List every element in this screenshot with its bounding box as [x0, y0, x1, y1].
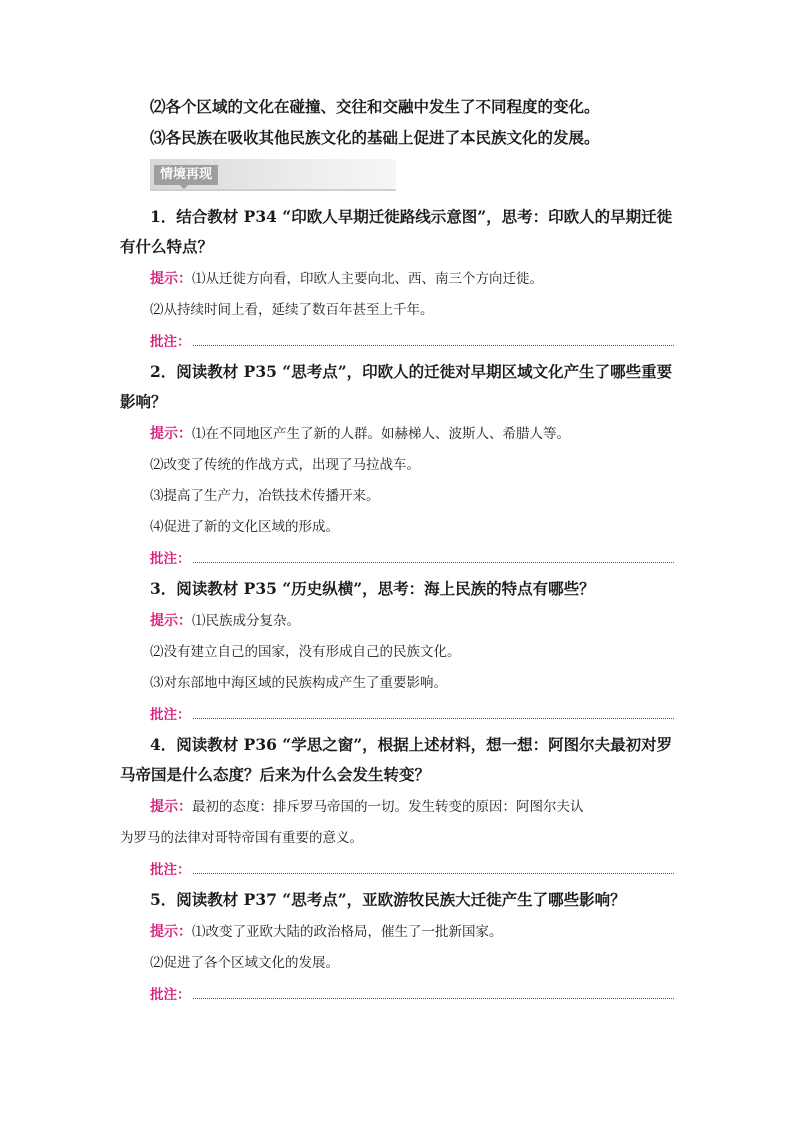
question-4-hint-1: 提示：最初的态度：排斥罗马帝国的一切。发生转变的原因：阿图尔夫认	[150, 799, 584, 815]
note-label: 批注：	[150, 862, 191, 878]
question-1-note[interactable]	[150, 330, 674, 350]
note-line	[193, 997, 675, 999]
hint-label: 提示：	[150, 924, 192, 940]
banner-divider	[150, 189, 396, 191]
question-2-line-2: 影响？	[120, 392, 167, 411]
hint-label: 提示：	[150, 271, 192, 287]
section-banner-label: 情境再现	[154, 165, 218, 185]
note-line	[193, 344, 675, 346]
intro-line-3: ⑶各民族在吸收其他民族文化的基础上促进了本民族文化的发展。	[150, 128, 600, 147]
note-line	[193, 561, 675, 563]
hint-label: 提示：	[150, 799, 192, 815]
hint-label: 提示：	[150, 613, 192, 629]
intro-line-2: ⑵各个区域的文化在碰撞、交往和交融中发生了不同程度的变化。	[150, 97, 600, 116]
question-4-note[interactable]	[150, 858, 674, 878]
question-1-hint-1: 提示：⑴从迁徙方向看，印欧人主要向北、西、南三个方向迁徙。	[150, 271, 543, 287]
question-3-note[interactable]	[150, 703, 674, 723]
question-5-line-1: 5．阅读教材 P37 “思考点”，亚欧游牧民族大迁徙产生了哪些影响？	[150, 890, 626, 909]
question-2-hint-4: ⑷促进了新的文化区域的形成。	[150, 519, 339, 535]
question-4-line-2: 马帝国是什么态度？后来为什么会发生转变？	[120, 765, 431, 784]
note-line	[193, 717, 675, 719]
question-1-line-2: 有什么特点？	[120, 237, 214, 256]
note-label: 批注：	[150, 551, 191, 567]
question-1-hint-2: ⑵从持续时间上看，延续了数百年甚至上千年。	[150, 302, 434, 318]
section-banner	[150, 159, 396, 191]
question-5-hint-1: 提示：⑴改变了亚欧大陆的政治格局，催生了一批新国家。	[150, 924, 503, 940]
question-2-hint-3: ⑶提高了生产力，冶铁技术传播开来。	[150, 488, 380, 504]
note-label: 批注：	[150, 707, 191, 723]
question-3-hint-2: ⑵没有建立自己的国家，没有形成自己的民族文化。	[150, 644, 461, 660]
question-1-line-1: 1．结合教材 P34 “印欧人早期迁徙路线示意图”，思考：印欧人的早期迁徙	[150, 207, 673, 226]
question-3-hint-3: ⑶对东部地中海区域的民族构成产生了重要影响。	[150, 675, 447, 691]
question-3-line-1: 3．阅读教材 P35 “历史纵横”，思考：海上民族的特点有哪些？	[150, 579, 595, 598]
question-2-line-1: 2．阅读教材 P35 “思考点”，印欧人的迁徙对早期区域文化产生了哪些重要	[150, 362, 673, 381]
question-4-line-1: 4．阅读教材 P36 “学思之窗”，根据上述材料，想一想：阿图尔夫最初对罗	[150, 735, 673, 754]
note-line	[193, 872, 675, 874]
question-3-hint-1: 提示：⑴民族成分复杂。	[150, 613, 300, 629]
question-4-hint-2: 为罗马的法律对哥特帝国有重要的意义。	[120, 830, 363, 846]
question-5-note[interactable]	[150, 983, 674, 1003]
question-5-hint-2: ⑵促进了各个区域文化的发展。	[150, 955, 339, 971]
question-2-note[interactable]	[150, 547, 674, 567]
note-label: 批注：	[150, 987, 191, 1003]
question-2-hint-2: ⑵改变了传统的作战方式，出现了马拉战车。	[150, 457, 420, 473]
note-label: 批注：	[150, 334, 191, 350]
hint-label: 提示：	[150, 426, 192, 442]
question-2-hint-1: 提示：⑴在不同地区产生了新的人群。如赫梯人、波斯人、希腊人等。	[150, 426, 570, 442]
